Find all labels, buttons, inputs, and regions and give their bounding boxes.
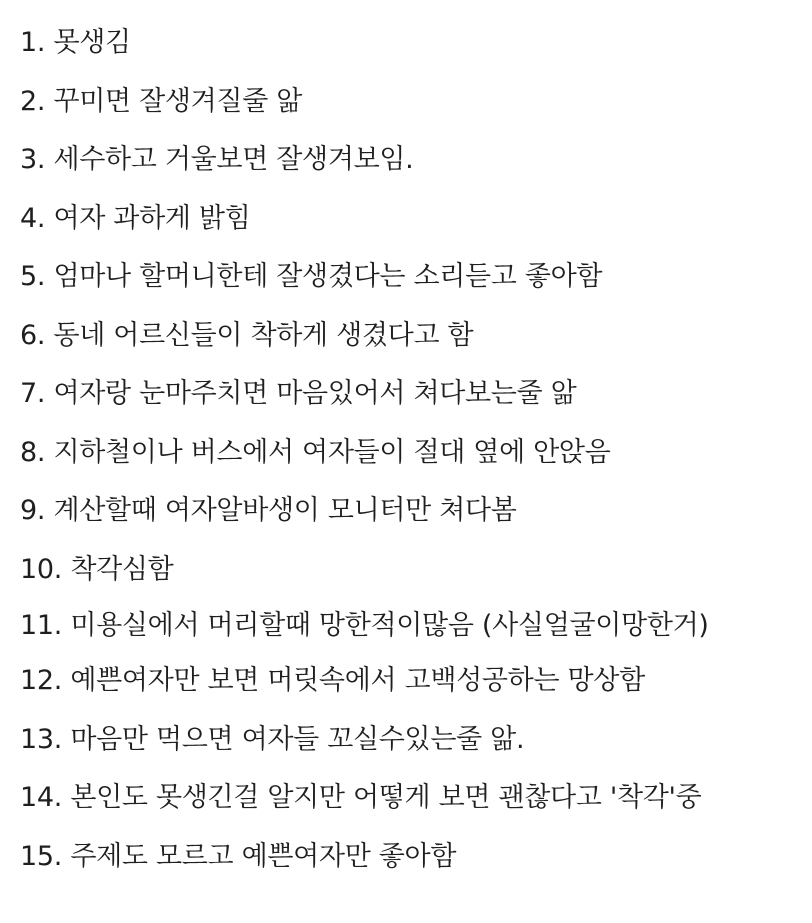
list-item: 14. 본인도 못생긴걸 알지만 어떻게 보면 괜찮다고 '착각'중 <box>20 782 702 813</box>
list-item: 8. 지하철이나 버스에서 여자들이 절대 옆에 안앉음 <box>20 436 611 468</box>
list-item: 2. 꾸미면 잘생겨질줄 앎 <box>20 85 303 117</box>
list-item: 3. 세수하고 거울보면 잘생겨보임. <box>20 144 414 175</box>
list-item: 1. 못생김 <box>20 27 131 58</box>
list-item: 6. 동네 어르신들이 착하게 생겼다고 함 <box>20 319 474 351</box>
list-item: 9. 계산할때 여자알바생이 모니터만 쳐다봄 <box>20 495 517 526</box>
list-item: 11. 미용실에서 머리할때 망한적이많음 (사실얼굴이망한거) <box>20 610 709 641</box>
list-item: 15. 주제도 모르고 예쁜여자만 좋아함 <box>20 840 457 872</box>
list-item: 10. 착각심함 <box>20 553 174 585</box>
numbered-list <box>20 14 800 886</box>
list-item: 4. 여자 과하게 밝힘 <box>20 202 251 234</box>
list-item: 13. 마음만 먹으면 여자들 꼬실수있는줄 앎. <box>20 723 525 755</box>
list-item: 7. 여자랑 눈마주치면 마음있어서 쳐다보는줄 앎 <box>20 378 577 409</box>
list-item: 12. 예쁜여자만 보면 머릿속에서 고백성공하는 망상함 <box>20 665 645 696</box>
list-item: 5. 엄마나 할머니한테 잘생겼다는 소리듣고 좋아함 <box>20 261 603 292</box>
